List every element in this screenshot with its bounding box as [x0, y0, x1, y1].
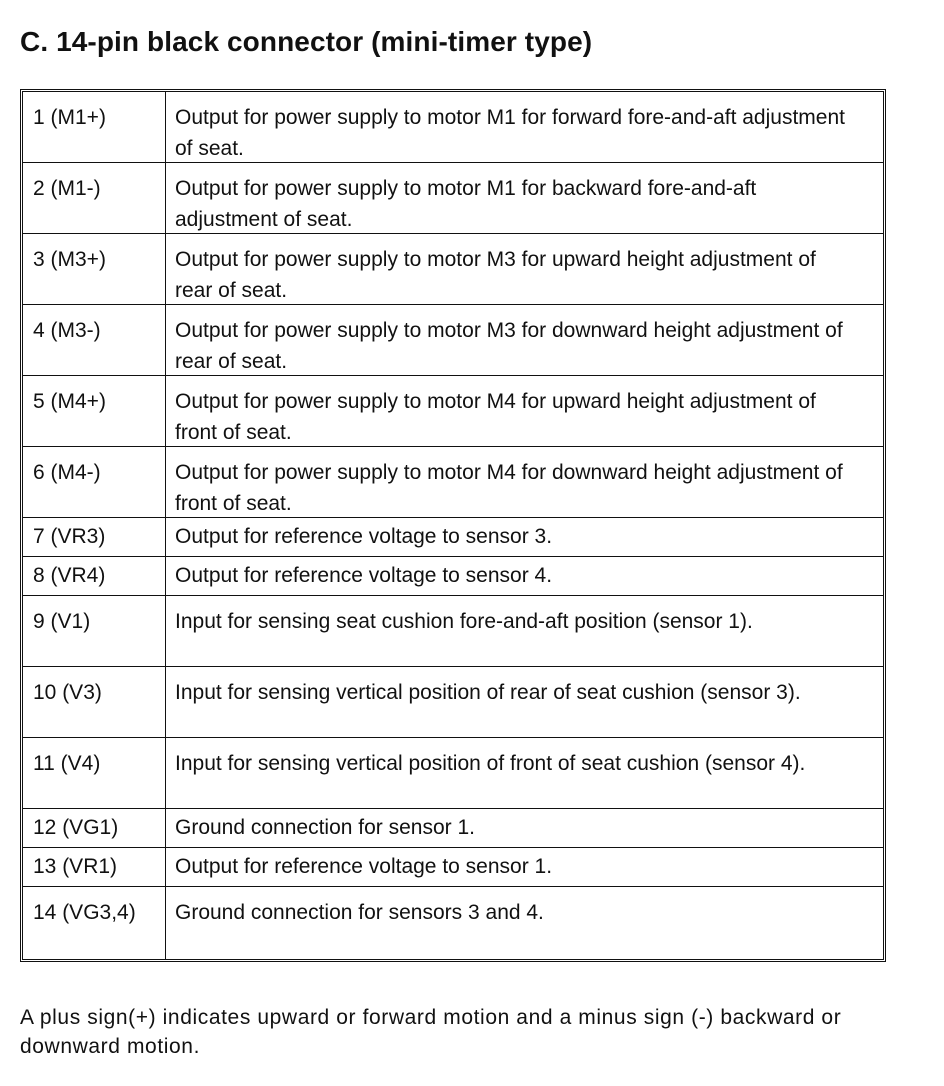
- description-cell: Ground connection for sensors 3 and 4.: [175, 901, 544, 924]
- table-row: [23, 848, 883, 887]
- pin-cell: 2 (M1-): [23, 163, 166, 233]
- footnote: A plus sign(+) indicates upward or forward motion and a minus sign (-) backward or downward motion.: [20, 1006, 842, 1058]
- table-row: [23, 234, 883, 305]
- pin-cell: 3 (M3+): [23, 234, 166, 304]
- pin-cell: 7 (VR3): [23, 518, 166, 556]
- table-row: [23, 738, 883, 809]
- pin-cell: 11 (V4): [23, 738, 166, 808]
- description-cell: Output for power supply to motor M4 for downward height adjustment of front of seat.: [175, 461, 843, 515]
- pin-cell: 8 (VR4): [23, 557, 166, 595]
- description-cell: Output for reference voltage to sensor 4.: [175, 564, 553, 587]
- page-title: C. 14-pin black connector (mini-timer type): [20, 26, 593, 57]
- pin-cell: 10 (V3): [23, 667, 166, 737]
- pin-cell: 4 (M3-): [23, 305, 166, 375]
- table-row: [23, 447, 883, 518]
- pin-cell: 13 (VR1): [23, 848, 166, 886]
- table-row: [23, 163, 883, 234]
- table-row: [23, 305, 883, 376]
- description-cell: Output for power supply to motor M3 for upward height adjustment of rear of seat.: [175, 248, 816, 302]
- table-row: [23, 376, 883, 447]
- table-row: [23, 557, 883, 596]
- pin-cell: 14 (VG3,4): [23, 887, 166, 959]
- table-row: [23, 596, 883, 667]
- description-cell: Input for sensing vertical position of rear of seat cushion (sensor 3).: [175, 681, 801, 704]
- description-cell: Output for power supply to motor M1 for forward fore-and-aft adjustment of seat.: [175, 106, 845, 160]
- description-cell: Output for power supply to motor M4 for upward height adjustment of front of seat.: [175, 390, 816, 444]
- table-row: [23, 92, 883, 163]
- pin-cell: 12 (VG1): [23, 809, 166, 847]
- pin-table: [20, 89, 886, 962]
- description-cell: Input for sensing vertical position of front of seat cushion (sensor 4).: [175, 752, 806, 775]
- table-row: [23, 518, 883, 557]
- description-cell: Ground connection for sensor 1.: [175, 816, 476, 839]
- table-row: [23, 809, 883, 848]
- table-row: [23, 887, 883, 959]
- description-cell: Input for sensing seat cushion fore-and-aft position (sensor 1).: [175, 610, 753, 633]
- description-cell: Output for power supply to motor M1 for backward fore-and-aft adjustment of seat.: [175, 177, 757, 231]
- pin-cell: 1 (M1+): [23, 92, 166, 162]
- pin-cell: 6 (M4-): [23, 447, 166, 517]
- pin-cell: 9 (V1): [23, 596, 166, 666]
- pin-cell: 5 (M4+): [23, 376, 166, 446]
- description-cell: Output for reference voltage to sensor 3.: [175, 525, 553, 548]
- description-cell: Output for reference voltage to sensor 1.: [175, 855, 553, 878]
- description-cell: Output for power supply to motor M3 for downward height adjustment of rear of seat.: [175, 319, 843, 373]
- table-row: [23, 667, 883, 738]
